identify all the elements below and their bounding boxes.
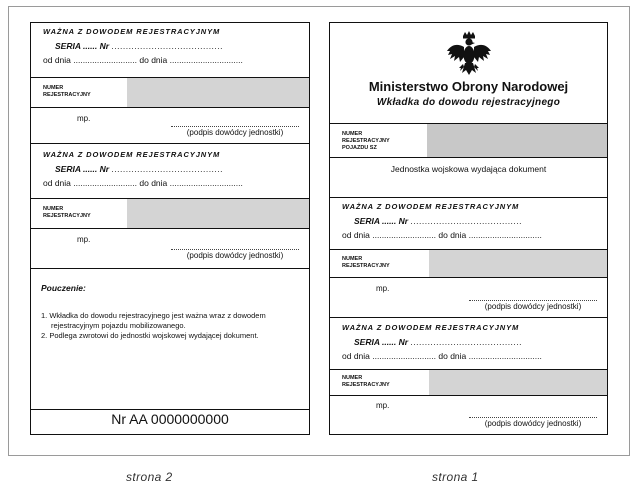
seria-label: SERIA ......: [55, 164, 98, 174]
pouczenie-list: [41, 311, 299, 341]
numer-label: NUMER REJESTRACYJNY: [342, 375, 390, 388]
seria-label: SERIA ......: [55, 41, 98, 51]
stamp-signature-row-1: [330, 278, 607, 318]
seria-label: SERIA ......: [354, 216, 397, 226]
validity-section-2: [31, 144, 309, 199]
nr-label: Nr: [99, 164, 110, 174]
validity-section-1: [31, 23, 309, 78]
registration-number-row-2: [31, 199, 309, 229]
numer-label: NUMER REJESTRACYJNY: [342, 256, 390, 269]
od-dnia: od dnia ...........................: [43, 55, 138, 65]
registration-number-field: [127, 78, 309, 107]
date-range-line: [43, 178, 301, 188]
seria-line: [55, 41, 301, 51]
registration-number-field: [429, 370, 607, 395]
ministry-title: Ministerstwo Obrony Narodowej: [368, 79, 569, 94]
mp-label: mp.: [77, 114, 91, 123]
mp-label: mp.: [376, 401, 390, 410]
polish-eagle-emblem-icon: [446, 31, 492, 79]
serial-number: Nr AA 0000000000: [111, 411, 229, 427]
od-dnia: od dnia ...........................: [43, 178, 138, 188]
registration-number-row-2: [330, 370, 607, 396]
date-range-line: [342, 351, 599, 361]
pouczenie-title: Pouczenie:: [41, 283, 86, 293]
seria-line: [354, 337, 599, 347]
validity-header: WAŻNA Z DOWODEM REJESTRACYJNYM: [342, 202, 520, 211]
nr-label: Nr: [398, 216, 409, 226]
instructions-section: [31, 269, 309, 410]
od-dnia: od dnia ...........................: [342, 230, 437, 240]
do-dnia: do dnia ...............................: [139, 55, 243, 65]
validity-section-2: [330, 318, 607, 370]
registration-number-row-1: [330, 250, 607, 278]
numer-sz-label: NUMER REJESTRACYJNY POJAZDU SZ: [342, 131, 390, 151]
od-dnia: od dnia ...........................: [342, 351, 437, 361]
page-strona-1: [329, 22, 608, 435]
do-dnia: do dnia ...............................: [438, 351, 542, 361]
caption-strona-2: strona 2: [126, 470, 173, 484]
signature-line: (podpis dowódcy jednostki): [171, 249, 299, 260]
mp-label: mp.: [77, 235, 91, 244]
registration-number-row-1: [31, 78, 309, 108]
registration-number-field: [127, 199, 309, 228]
stamp-signature-row-2: [330, 396, 607, 436]
seria-line: [354, 216, 599, 226]
signature-line: (podpis dowódcy jednostki): [469, 417, 597, 428]
caption-strona-1: strona 1: [432, 470, 479, 484]
seria-label: SERIA ......: [354, 337, 397, 347]
nr-dots: .......................................: [111, 41, 224, 51]
page-strona-2: [30, 22, 310, 435]
pouczenie-item: 2. Podlega zwrotowi do jednostki wojskowej wydającej dokument.: [41, 331, 259, 340]
nr-label: Nr: [398, 337, 409, 347]
nr-dots: .......................................: [111, 164, 224, 174]
signature-line: (podpis dowódcy jednostki): [171, 126, 299, 137]
stamp-signature-row-2: [31, 229, 309, 269]
nr-label: Nr: [99, 41, 110, 51]
nr-dots: .......................................: [410, 216, 523, 226]
nr-dots: .......................................: [410, 337, 523, 347]
vehicle-registration-row: [330, 124, 607, 158]
validity-header: WAŻNA Z DOWODEM REJESTRACYJNYM: [43, 27, 221, 36]
issuing-unit-label: Jednostka wojskowa wydająca dokument: [390, 164, 547, 174]
validity-section-1: [330, 198, 607, 250]
document-subtitle: Wkładka do dowodu rejestracyjnego: [376, 97, 561, 108]
vehicle-registration-field: [427, 124, 607, 157]
signature-line: (podpis dowódcy jednostki): [469, 300, 597, 311]
pouczenie-item: 1. Wkładka do dowodu rejestracyjnego jest ważna wraz z dowodem rejestracyjnym pojazdu mobilizowanego.: [41, 311, 266, 330]
registration-number-field: [429, 250, 607, 277]
title-section: [330, 23, 607, 124]
do-dnia: do dnia ...............................: [438, 230, 542, 240]
mp-label: mp.: [376, 284, 390, 293]
numer-label: NUMER REJESTRACYJNY: [43, 206, 91, 219]
numer-label: NUMER REJESTRACYJNY: [43, 85, 91, 98]
stamp-signature-row-1: [31, 108, 309, 144]
validity-header: WAŻNA Z DOWODEM REJESTRACYJNYM: [43, 150, 221, 159]
date-range-line: [342, 230, 599, 240]
seria-line: [55, 164, 301, 174]
validity-header: WAŻNA Z DOWODEM REJESTRACYJNYM: [342, 323, 520, 332]
do-dnia: do dnia ...............................: [139, 178, 243, 188]
issuing-unit-row: [330, 158, 607, 198]
date-range-line: [43, 55, 301, 65]
